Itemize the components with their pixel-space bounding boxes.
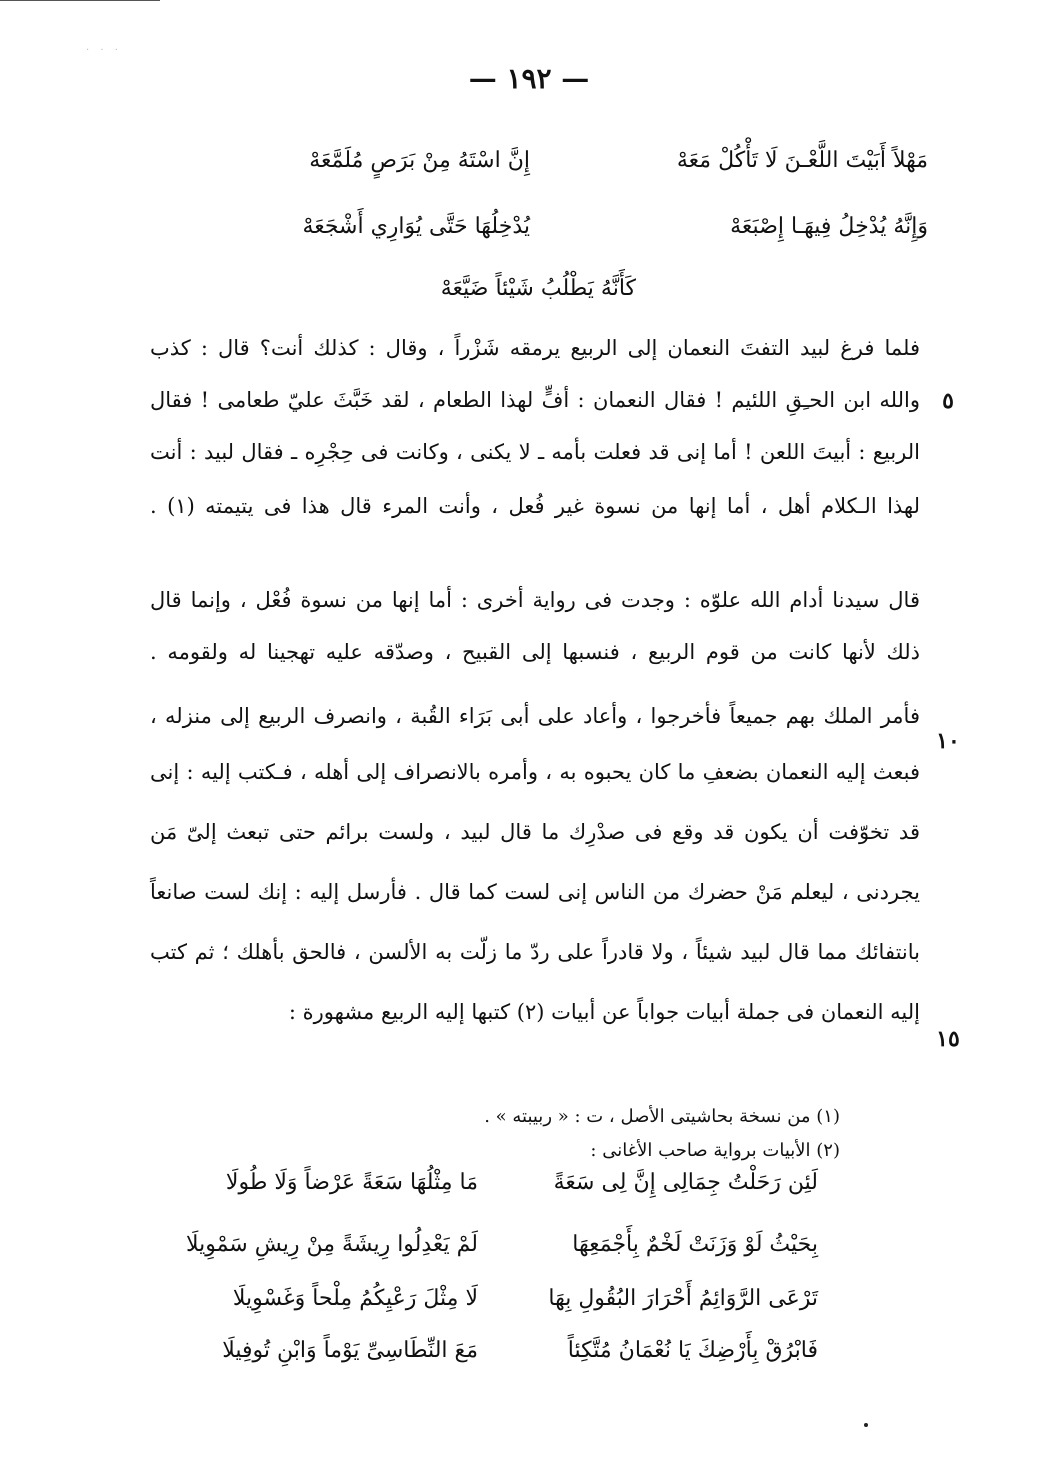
text-line: قد تخوّفت أن يكون قد وقع فى صدْرِك ما قال لبيد ، ولست برائم حتى تبعث إلىّ مَن: [150, 820, 920, 844]
footnote: (١) من نسخة بحاشيتى الأصل ، ت : « ربيبته » .: [484, 1106, 840, 1127]
poem-hemistich: مَهْلاً أَبَيْتَ اللَّعْـنَ لَا تَأْكُلْ مَعَهْ: [676, 148, 928, 173]
poem-hemistich: مَعَ النِّطَاسِىِّ يَوْماً وَابْنِ تُوفِيلَا: [222, 1338, 478, 1363]
poem-hemistich: لَمْ يَعْدِلُوا رِيشَةً مِنْ رِيشِ سَمْوِيلَا: [185, 1232, 478, 1257]
text-line: لهذا الـكلام أهل ، أما إنها من نسوة غير فُعل ، وأنت المرء قال هذا فى يتيمته (١) .: [150, 494, 921, 518]
text-line: والله ابن الحـِقِ اللئيم ! فقال النعمان : أفٍّ لهذا الطعام ، لقد خَبَّثَ عليّ طعامى ! فقال: [150, 388, 920, 412]
line-number: ٥: [942, 388, 954, 414]
poem-hemistich: إِنَّ اسْتَهُ مِنْ بَرَصٍ مُلَمَّعَهْ: [309, 148, 530, 173]
poem-hemistich: يُدْخِلُهَا حَتَّى يُوَارِي أَشْجَعَهْ: [302, 214, 530, 239]
text-line: ذلك لأنها كانت من قوم الربيع ، فنسبها إلى القبيح ، وصدّقه عليه تهجينا له ولقومه .: [150, 640, 920, 664]
footnote-divider: [0, 0, 160, 1]
text-line: يجردنى ، ليعلم مَنْ حضرك من الناس إنى لست كما قال . فأرسل إليه : إنك لست صانعاً: [150, 880, 920, 904]
footnote: (٢) الأبيات برواية صاحب الأغانى :: [590, 1140, 840, 1161]
poem-hemistich: لَا مِثْلَ رَعْيِكُمُ مِلْحاً وَغَسْوِيلَا: [232, 1286, 478, 1311]
poem-hemistich: مَا مِثْلُهَا سَعَةً عَرْضاً وَلَا طُولَا: [225, 1170, 478, 1195]
end-dot: [864, 1423, 868, 1427]
poem-hemistich: تَرْعَى الرَّوَائِمُ أَحْرَارَ البُقُولِ بِهَا: [548, 1286, 818, 1311]
poem-closing-line: كَأَنَّهُ يَطْلُبُ شَيْئاً ضَيَّعَهْ: [440, 276, 636, 301]
text-line: قال سيدنا أدام الله علوّه : وجدت فى رواية أخرى : أما إنها من نسوة فُعْل ، وإنما قال: [150, 588, 920, 612]
margin-marks: . . .: [86, 42, 122, 53]
line-number: ١٠: [936, 728, 960, 754]
text-line: الربيع : أبيتَ اللعن ! أما إنى قد فعلت بأمه ـ لا يكنى ، وكانت فى حِجْرِه ـ فقال لبيد : أنت: [150, 440, 920, 464]
text-line: فبعث إليه النعمان بضعفِ ما كان يحبوه به ، وأمره بالانصراف إلى أهله ، فـكتب إليه : إنى: [150, 760, 920, 784]
text-line: فأمر الملك بهم جميعاً فأخرجوا ، وأعاد على أبى بَرَاء القُبة ، وانصرف الربيع إلى منزله ،: [150, 704, 920, 728]
line-number: ١٥: [936, 1026, 960, 1052]
poem-hemistich: لَئِن رَحَلْتُ جِمَالِى إِنَّ لِى سَعَةً: [553, 1170, 818, 1195]
poem-hemistich: وَإِنَّهُ يُدْخِلُ فِيهَـا إِصْبَعَهْ: [730, 214, 928, 239]
text-line: بانتفائك مما قال لبيد شيئاً ، ولا قادراً على ردّ ما زلّت به الألسن ، فالحق بأهلك ؛ ثم كتب: [150, 940, 920, 964]
text-line: إليه النعمان فى جملة أبيات جواباً عن أبيات (٢) كتبها إليه الربيع مشهورة :: [288, 1000, 920, 1024]
page-number: — ١٩٢ —: [468, 62, 590, 95]
text-line: فلما فرغ لبيد التفتَ النعمان إلى الربيع يرمقه شَزْراً ، وقال : كذلك أنت؟ قال : كذب: [150, 336, 920, 360]
poem-hemistich: فَابْرُقْ بِأَرْضِكَ يَا نُعْمَانُ مُتَّكِئاً: [567, 1338, 818, 1363]
poem-hemistich: بِحَيْثُ لَوْ وَزَنَتْ لَخْمٌ بِأَجْمَعِهَا: [572, 1232, 818, 1257]
